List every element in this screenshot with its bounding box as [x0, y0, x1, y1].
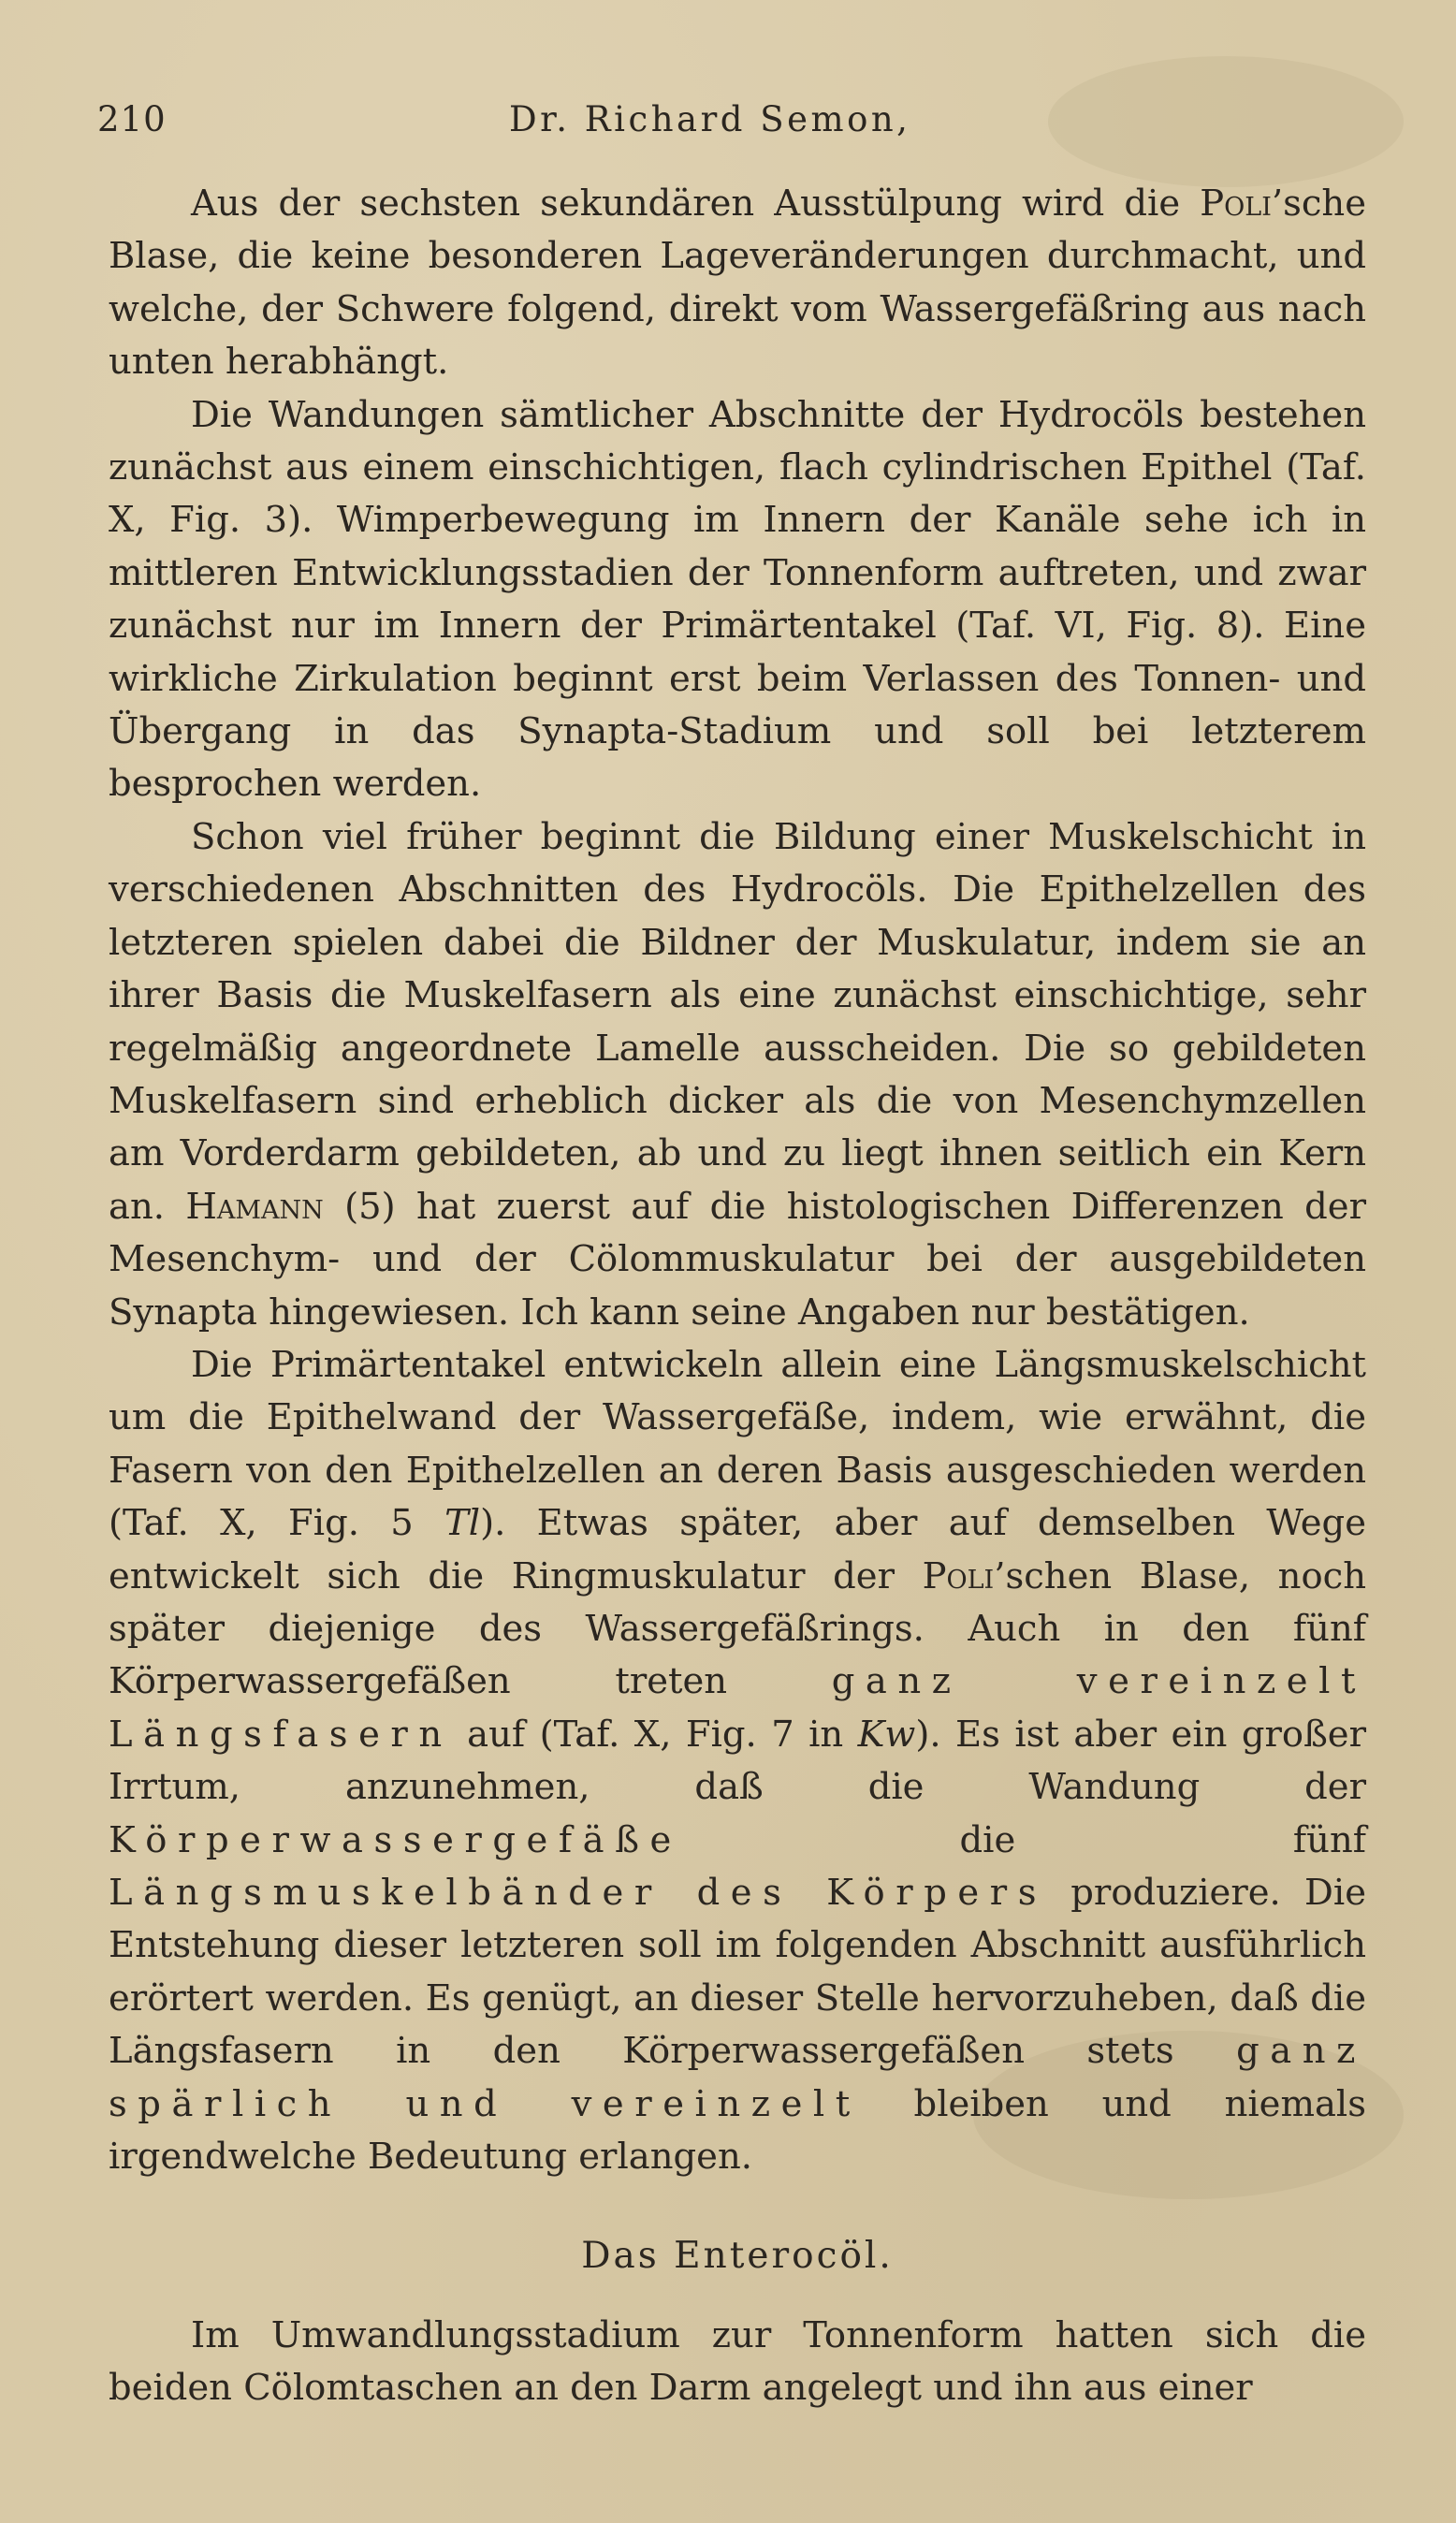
- emphasis-spaced: Körperwassergefäße: [109, 1818, 682, 1861]
- text-run: (5) hat zuerst auf die histologischen Differenzen der Mesenchym- und der Cölommuskulatur bei der ausgebildeten Synapta hingewiesen. Ich kann seine Angaben nur bestätigen.: [109, 1185, 1366, 1334]
- text-run: auf (Taf. X, Fig. 7 in: [452, 1713, 858, 1756]
- emphasis-spaced: Längsmuskelbänder des Körpers: [109, 1872, 1048, 1914]
- text-run: ). Es ist aber ein großer Irrtum, anzunehmen, daß die Wandung der: [109, 1713, 1366, 1809]
- section-heading: Das Enterocöl.: [581, 2235, 894, 2278]
- body-text: [109, 178, 1366, 2415]
- text-run: ’schen Blase, noch später diejenige des Wassergefäßrings. Auch in den fünf Körperwassergefäßen treten: [109, 1554, 1366, 1703]
- page-number: 210: [97, 99, 167, 139]
- running-head: [97, 92, 1370, 148]
- author-name-hamann: Hamann: [185, 1185, 324, 1228]
- emphasis-spaced: ganz vereinzelt Längsfasern: [109, 1660, 1366, 1756]
- paragraph-umwandlungsstadium: [109, 2310, 1366, 2415]
- text-run: ’sche Blase, die keine besonderen Lageveränderungen durchmacht, und welche, der Schwere folgend, direkt vom Wassergefäßring aus nach unten herabhängt.: [109, 182, 1366, 384]
- emphasis-spaced: ganz spärlich und vereinzelt: [109, 2030, 1366, 2125]
- text-run: Im Umwandlungsstadium zur Tonnenform hatten sich die beiden Cölomtaschen an den Darm angelegt und ihn aus einer: [109, 2313, 1366, 2410]
- figure-label-tl: Tl: [444, 1502, 481, 1545]
- running-title: Dr. Richard Semon,: [509, 99, 911, 139]
- text-run: Aus der sechsten sekundären Ausstülpung wird die: [191, 182, 1201, 225]
- text-run: Die Primärtentakel entwickeln allein eine Längsmuskelschicht um die Epithelwand der Wassergefäße, indem, wie erwähnt, die Fasern von den Epithelzellen an deren Basis ausgeschieden werden (Taf. X, Fig. 5: [109, 1343, 1366, 1545]
- text-run: die fünf: [681, 1818, 1366, 1861]
- figure-label-kw: Kw: [857, 1713, 916, 1756]
- author-name-poli: Poli: [922, 1554, 995, 1597]
- text-run: produziere. Die Entstehung dieser letzteren soll im folgenden Abschnitt ausführlich erörtert werden. Es genügt, an dieser Stelle hervorzuheben, daß die Längsfasern in den Körperwassergefäßen stets: [109, 1872, 1366, 2073]
- text-run: bleiben und niemals irgendwelche Bedeutung erlangen.: [109, 2082, 1366, 2179]
- paragraph-poli-blase: [109, 178, 1366, 389]
- text-run: Die Wandungen sämtlicher Abschnitte der Hydrocöls bestehen zunächst aus einem einschichtigen, flach cylindrischen Epithel (Taf. X, Fig. 3). Wimperbewegung im Innern der Kanäle sehe ich in mittleren Entwicklungsstadien der Tonnenform auftreten, und zwar zunächst nur im Innern der Primärtentakel (Taf. VI, Fig. 8). Eine wirkliche Zirkulation beginnt erst beim Verlassen des Tonnen- und Übergang in das Synapta-Stadium und soll bei letzterem besprochen werden.: [109, 393, 1366, 806]
- paragraph-muskelschicht: [109, 811, 1366, 1339]
- author-name-poli: Poli: [1200, 182, 1272, 225]
- paragraph-wandungen: [109, 389, 1366, 811]
- text-run: ). Etwas später, aber auf demselben Wege entwickelt sich die Ringmuskulatur der: [109, 1502, 1366, 1597]
- paragraph-primaertentakel: [109, 1339, 1366, 2184]
- text-run: Schon viel früher beginnt die Bildung einer Muskelschicht in verschiedenen Abschnitten des Hydrocöls. Die Epithelzellen des letzteren spielen dabei die Bildner der Muskulatur, indem sie an ihrer Basis die Muskelfasern als eine zunächst einschichtige, sehr regelmäßig angeordnete Lamelle ausscheiden. Die so gebildeten Muskelfasern sind erheblich dicker als die von Mesenchymzellen am Vorderdarm gebildeten, ab und zu liegt ihnen seitlich ein Kern an.: [109, 815, 1366, 1228]
